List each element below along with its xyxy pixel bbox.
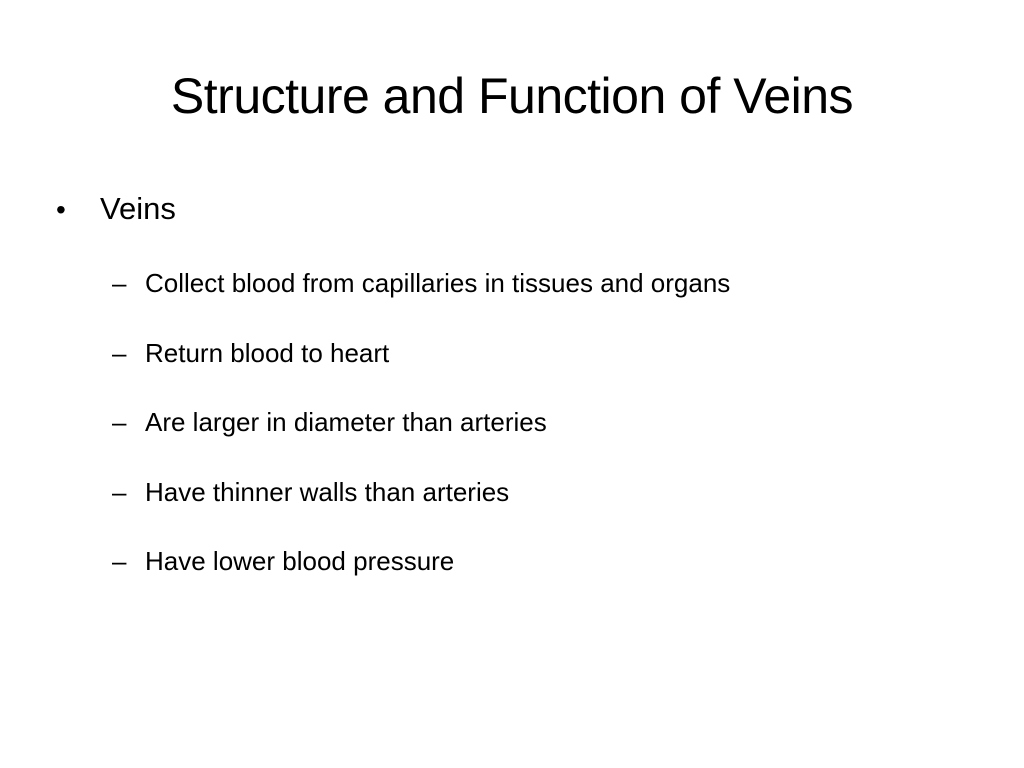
sub-bullet-item [112,332,730,402]
dash-icon: – [112,407,127,437]
sub-bullet-item [112,540,730,610]
dash-icon: – [112,268,127,298]
bullet-dot-icon: • [56,194,66,225]
sub-bullet-text: Return blood to heart [145,337,390,368]
dash-icon: – [112,546,127,576]
sub-bullet-item [112,262,730,332]
slide-title: Structure and Function of Veins [170,68,854,124]
bullet-veins [56,186,176,233]
sub-bullet-item [112,401,730,471]
dash-icon: – [112,476,127,507]
sub-bullet-item [112,471,730,541]
sub-bullet-text: Collect blood from capillaries in tissues and organs [145,268,731,298]
sub-bullet-text: Are larger in diameter than arteries [145,407,547,437]
sub-bullet-list [112,262,730,610]
dash-icon: – [112,337,127,368]
sub-bullet-text: Have thinner walls than arteries [145,476,510,507]
sub-bullet-text: Have lower blood pressure [145,546,455,576]
bullet-text: Veins [100,191,176,226]
